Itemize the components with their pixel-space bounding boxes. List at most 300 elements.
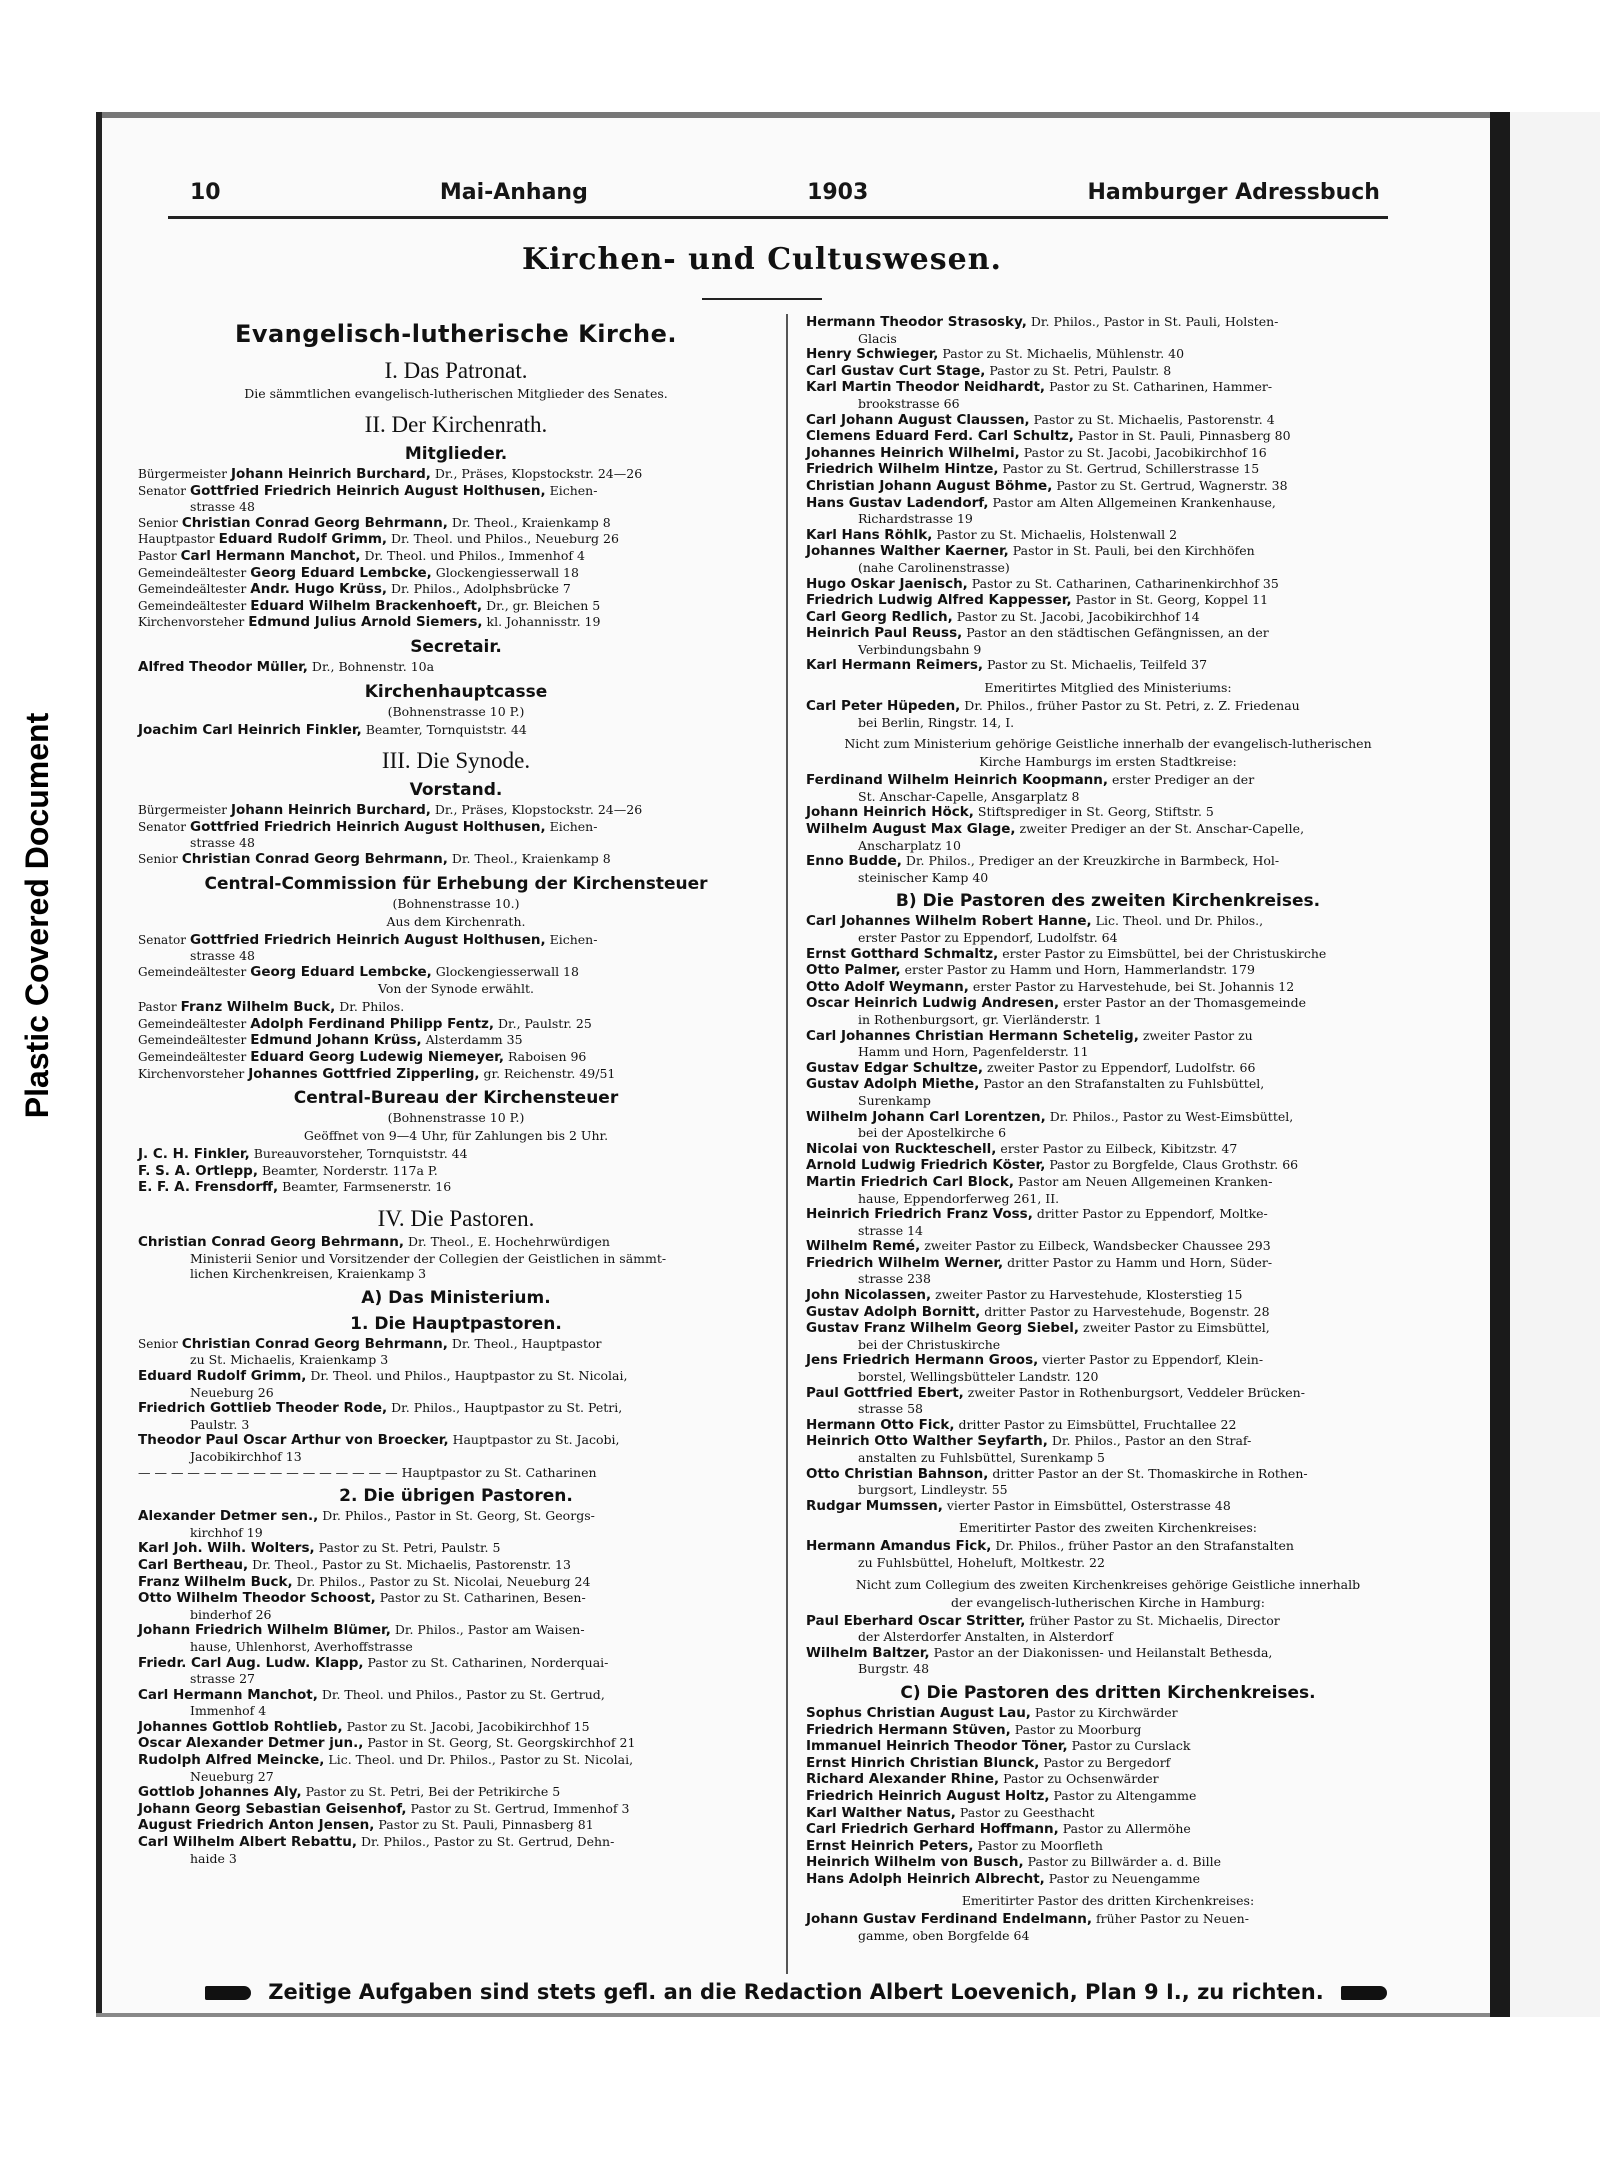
scan-edge-bottom [96,2013,1496,2017]
entry-details: Pastor zu St. Gertrud, Schillerstrasse 15 [1002,461,1260,477]
bureau-address: (Bohnenstrasse 10 P.) [387,1110,525,1126]
entry-name: Heinrich Wilhelm von Busch, [806,1854,1024,1871]
entry-name: Friedr. Carl Aug. Ludw. Klapp, [138,1654,364,1671]
entry-continuation: haide 3 [190,1850,237,1866]
directory-entry [138,565,774,582]
page-number: 10 [190,179,221,205]
entry-continuation: Hamm und Horn, Pagenfelderstr. 11 [858,1044,1089,1060]
entry-continuation: Neueburg 26 [190,1384,274,1400]
entry-name: Eduard Wilhelm Brackenhoeft, [250,597,483,614]
entry-name: Henry Schwieger, [806,346,939,363]
entry-details: gr. Reichenstr. 49/51 [483,1065,616,1081]
entry-details: Pastor zu Curslack [1071,1738,1191,1754]
directory-entry [138,1336,774,1353]
entry-name: Georg Eduard Lembcke, [250,963,432,980]
entry-continuation: Immenhof 4 [190,1703,267,1719]
entry-details: Dr. Theol., Kraienkamp 8 [451,514,611,530]
entry-name: Otto Wilhelm Theodor Schoost, [138,1590,376,1607]
entry-continuation: Verbindungsbahn 9 [858,641,982,657]
directory-entry [806,853,1410,870]
entry-title-prefix: Gemeindeältester [138,598,247,613]
entry-details: Dr. Philos., Prediger an der Kreuzkirche in Barmbeck, Hol- [905,853,1280,869]
patronat-title: I. Das Patronat. [384,358,528,383]
entry-name: Joachim Carl Heinrich Finkler, [138,721,362,738]
entry-name: Enno Budde, [806,853,902,870]
entry-name: Christian Conrad Georg Behrmann, [181,1335,448,1352]
entry-details: vierter Pastor zu Eppendorf, Klein- [1042,1352,1264,1368]
entry-name: Heinrich Friedrich Franz Voss, [806,1206,1033,1223]
directory-entry [138,1817,774,1834]
directory-entry [138,1655,774,1672]
entry-continuation: binderhof 26 [190,1606,272,1622]
entry-name: Ernst Heinrich Peters, [806,1837,974,1854]
directory-entry [138,659,774,676]
directory-entry [138,1622,774,1639]
entry-name: Carl Bertheau, [138,1556,249,1573]
directory-entry [138,1049,774,1066]
entry-details: Dr. Theol. und Philos., Pastor zu St. Gertrud, [321,1686,605,1702]
directory-entry [806,412,1410,429]
entry-continuation: strasse 48 [190,835,255,851]
directory-entry [806,1821,1410,1838]
uebrige-title: 2. Die übrigen Pastoren. [339,1486,573,1507]
entry-continuation: brookstrasse 66 [858,395,960,411]
entry-details: zweiter Pastor in Rothenburgsort, Veddeler Brücken- [967,1384,1305,1400]
entry-name: Eduard Georg Ludewig Niemeyer, [250,1049,504,1066]
entry-name: Rudolph Alfred Meincke, [138,1752,325,1769]
entry-title-prefix: Gemeindeältester [138,964,247,979]
entry-details: Pastor zu St. Michaelis, Teilfeld 37 [986,657,1208,673]
entry-details: Pastor zu St. Gertrud, Wagnerstr. 38 [1056,477,1288,493]
entry-details: Pastor zu St. Catharinen, Norderquai- [367,1654,609,1670]
entry-name: Karl Hermann Reimers, [806,657,983,674]
entry-details: Dr. Theol. und Philos., Immenhof 4 [364,547,585,563]
nicht-note-1: Nicht zum Ministerium gehörige Geistliche innerhalb der evangelisch-lutherischen [844,736,1372,752]
right-column [806,314,1410,1944]
entry-name: Gottfried Friedrich Heinrich August Holthusen, [189,482,546,499]
entry-details: Pastor zu St. Catharinen, Catharinenkirchhof 35 [971,575,1279,591]
b-emeritus-entry [806,1538,1410,1570]
entry-name: Johann Heinrich Burchard, [230,466,431,482]
entry-details: Pastor in St. Pauli, Pinnasberg 80 [1077,428,1291,444]
entry-name: Martin Friedrich Carl Block, [806,1173,1014,1190]
entry-name: Gottfried Friedrich Heinrich August Holthusen, [189,818,546,835]
entry-name: Eduard Rudolf Grimm, [218,531,388,548]
entry-title-prefix: Senior [138,515,178,530]
entry-name: Arnold Ludwig Friedrich Köster, [806,1157,1046,1174]
entry-name: Otto Christian Bahnson, [806,1465,989,1482]
entry-name: Rudgar Mumssen, [806,1497,943,1514]
entry-title-prefix: Senior [138,851,178,866]
entry-details: Eichen- [549,818,598,834]
entry-continuation: hause, Eppendorferweg 261, II. [858,1190,1060,1206]
entry-details: Beamter, Farmsenerstr. 16 [282,1179,452,1195]
entry-continuation: bei der Christuskirche [858,1336,1001,1352]
ministerium-rest-list [806,314,1410,674]
running-head [190,172,1380,212]
entry-details: dritter Pastor zu Harvestehude, Bogenstr. 28 [984,1303,1270,1319]
b-list [806,913,1410,1514]
entry-continuation: Paulstr. 3 [190,1416,250,1432]
directory-entry [138,1719,774,1736]
entry-details: erster Pastor an der Thomasgemeinde [1063,995,1307,1011]
entry-name: Ernst Gotthard Schmaltz, [806,945,999,962]
directory-entry [138,1066,774,1083]
directory-entry [138,1687,774,1704]
directory-entry [138,1368,774,1385]
header-rule [168,216,1388,219]
directory-entry [138,1557,774,1574]
entry-details: Pastor an den Strafanstalten zu Fuhlsbüttel, [983,1076,1265,1092]
directory-entry [138,819,774,836]
entry-name: Nicolai von Ruckteschell, [806,1140,997,1157]
entry-title-prefix: Gemeindeältester [138,1033,247,1048]
entry-name: Clemens Eduard Ferd. Carl Schultz, [806,428,1074,445]
directory-entry [806,698,1410,715]
entry-name: Otto Palmer, [806,962,901,979]
entry-title-prefix: Hauptpastor [138,532,215,547]
entry-details: Pastor zu Moorburg [1014,1721,1142,1737]
entry-name: Alexander Detmer sen., [138,1508,319,1525]
directory-entry [806,804,1410,821]
entry-continuation: (nahe Carolinenstrasse) [858,559,1010,575]
entry-details: Dr. Theol. und Philos., Neueburg 26 [391,531,619,547]
directory-entry [806,1109,1410,1126]
entry-details: Eichen- [549,482,598,498]
synode-title: III. Die Synode. [381,748,531,774]
entry-details: Pastor zu St. Petri, Paulstr. 8 [989,362,1172,378]
commission-address: (Bohnenstrasse 10.) [392,895,520,911]
directory-entry [806,1287,1410,1304]
entry-name: John Nicolassen, [806,1287,932,1304]
entry-name: Richard Alexander Rhine, [806,1771,1000,1788]
entry-name: Christian Conrad Georg Behrmann, [138,1234,405,1251]
entry-name: Ferdinand Wilhelm Heinrich Koopmann, [806,772,1109,789]
nicht-list [806,772,1410,885]
entry-name: Karl Martin Theodor Neidhardt, [806,379,1046,396]
entry-details: Hauptpastor zu St. Jacobi, [452,1432,620,1448]
entry-details: Pastor zu St. Michaelis, Pastorenstr. 4 [1033,411,1275,427]
directory-entry [806,1433,1410,1450]
entry-details: Alsterdamm 35 [425,1032,523,1048]
directory-entry [138,1163,774,1180]
column-divider [786,314,788,1974]
entry-details: Dr. Theol., Hauptpastor [451,1335,602,1351]
entry-name: Paul Gottfried Ebert, [806,1384,964,1401]
entry-details: Dr. Theol., E. Hochehrwürdigen [408,1234,610,1250]
directory-entry [806,1238,1410,1255]
entry-continuation: erster Pastor zu Eppendorf, Ludolfstr. 64 [858,930,1118,945]
directory-entry [138,1834,774,1851]
hauptpastoren-list [138,1336,774,1465]
bureau-title: Central-Bureau der Kirchensteuer [293,1088,619,1109]
entry-continuation: strasse 27 [190,1671,255,1687]
entry-name: Edmund Johann Krüss, [250,1032,422,1049]
secretair-entry [138,659,774,676]
directory-entry [806,1028,1410,1045]
entry-name: Christian Johann August Böhme, [806,477,1053,494]
directory-entry [806,461,1410,478]
title-rule [702,298,822,300]
directory-entry [138,851,774,868]
directory-entry [806,1320,1410,1337]
directory-entry [806,1871,1410,1888]
entry-name: Gottlob Johannes Aly, [138,1784,302,1801]
entry-name: Carl Wilhelm Albert Rebattu, [138,1834,357,1851]
vorstand-title: Vorstand. [409,780,503,801]
entry-title-prefix: Senator [138,483,186,498]
entry-details: Pastor am Neuen Allgemeinen Kranken- [1017,1173,1273,1189]
directory-entry [806,527,1410,544]
entry-title-prefix: Gemeindeältester [138,1016,247,1031]
directory-entry [806,478,1410,495]
footer-notice [102,1980,1490,2004]
directory-entry [806,625,1410,642]
directory-entry [138,614,774,631]
commission-title: Central-Commission für Erhebung der Kirchensteuer [204,873,708,894]
left-column [138,314,774,1866]
entry-name: E. F. A. Frensdorff, [138,1179,279,1196]
entry-details: Dr. Theol., Pastor zu St. Michaelis, Pastorenstr. 13 [252,1556,571,1572]
entry-details: Pastor zu Altengamme [1053,1787,1197,1803]
entry-details: Dr. Theol., Kraienkamp 8 [451,850,611,866]
entry-details: Stiftsprediger in St. Georg, Stiftstr. 5 [977,804,1214,820]
directory-entry [138,1400,774,1417]
directory-entry [138,1016,774,1033]
commission-subtitle-synode: Von der Synode erwählt. [378,981,534,997]
entry-name: Wilhelm Remé, [806,1238,921,1255]
entry-name: Immanuel Heinrich Theodor Töner, [806,1738,1068,1755]
scan-edge-right [1490,112,1510,2017]
entry-name: Sophus Christian August Lau, [806,1704,1031,1721]
mitglieder-title: Mitglieder. [404,444,508,464]
directory-entry [806,1755,1410,1772]
kasse-entry [138,722,774,739]
page-title: Kirchen- und Cultuswesen. [522,242,1002,277]
entry-name: Johann Heinrich Höck, [806,804,974,821]
entry-continuation: Ministerii Senior und Vorsitzender der Collegien der Geistlichen in sämmt- [190,1250,667,1266]
entry-title-prefix: Gemeindeältester [138,565,247,580]
directory-entry [138,1752,774,1769]
b-emeritus-note: Emeritirter Pastor des zweiten Kirchenkreises: [958,1520,1258,1536]
entry-name: Andr. Hugo Krüss, [250,581,388,598]
b-title: B) Die Pastoren des zweiten Kirchenkreises. [895,891,1321,912]
entry-name: F. S. A. Ortlepp, [138,1162,258,1179]
entry-name: Carl Gustav Curt Stage, [806,362,986,379]
directory-entry [806,1141,1410,1158]
directory-entry [806,1157,1410,1174]
entry-details: Pastor zu St. Gertrud, Immenhof 3 [410,1800,630,1816]
entry-details: Dr. Philos., Pastor an den Straf- [1051,1433,1252,1449]
entry-continuation: Neueburg 27 [190,1768,274,1784]
directory-entry [806,1352,1410,1369]
pointing-hand-icon [205,1986,251,2000]
entry-name: Oscar Alexander Detmer jun., [138,1735,364,1752]
entry-details: zweiter Pastor zu Eppendorf, Ludolfstr. 66 [986,1059,1256,1075]
entry-details: Pastor zu Bergedorf [1043,1754,1171,1770]
entry-name: Wilhelm Baltzer, [806,1644,930,1661]
directory-entry [806,1060,1410,1077]
entry-name: Hermann Otto Fick, [806,1416,955,1433]
entry-details: zweiter Pastor zu [1142,1027,1253,1043]
entry-continuation: strasse 238 [858,1271,931,1287]
entry-details: Dr. Philos., früher Pastor an den Strafanstalten [995,1538,1294,1554]
entry-details: Pastor zu Billwärder a. d. Bille [1027,1854,1222,1870]
directory-entry [138,581,774,598]
directory-entry [138,1590,774,1607]
entry-details: Bureauvorsteher, Tornquiststr. 44 [253,1146,468,1162]
entry-details: Pastor am Alten Allgemeinen Krankenhause, [992,494,1276,510]
directory-entry [806,1738,1410,1755]
entry-details: zweiter Prediger an der St. Anschar-Capelle, [1019,821,1305,837]
entry-name: Eduard Rudolf Grimm, [138,1368,307,1384]
directory-entry [806,1417,1410,1434]
directory-entry [138,722,774,739]
directory-entry [138,1032,774,1049]
entry-details: Pastor zu St. Petri, Paulstr. 5 [318,1540,501,1556]
entry-name: Christian Conrad Georg Behrmann, [181,514,448,531]
entry-details: Dr. Philos. [339,999,405,1015]
entry-name: Carl Peter Hüpeden, [806,698,961,715]
entry-name: Johannes Gottfried Zipperling, [248,1065,480,1082]
entry-details: dritter Pastor zu Eimsbüttel, Fruchtallee 22 [958,1416,1237,1432]
church-title: Evangelisch-lutherische Kirche. [234,320,678,348]
entry-name: Johann Gustav Ferdinand Endelmann, [806,1911,1093,1928]
entry-continuation: steinischer Kamp 40 [858,869,989,885]
directory-entry [806,657,1410,674]
entry-details: Glockengiesserwall 18 [435,963,579,979]
vacant-line: — — — — — — — — — — — — — — — — Hauptpastor zu St. Catharinen [138,1464,597,1480]
entry-name: Friedrich Wilhelm Werner, [806,1254,1004,1271]
directory-entry [806,543,1410,560]
entry-name: Friedrich Wilhelm Hintze, [806,461,999,478]
entry-name: Paul Eberhard Oscar Stritter, [806,1612,1026,1629]
directory-entry [806,1805,1410,1822]
entry-continuation: Anscharplatz 10 [858,837,961,853]
entry-continuation: kirchhof 19 [190,1524,263,1540]
entry-name: Georg Eduard Lembcke, [250,564,432,581]
entry-details: Pastor zu St. Jacobi, Jacobikirchhof 15 [346,1718,590,1734]
entry-name: Carl Johannes Wilhelm Robert Hanne, [806,913,1092,930]
entry-name: Carl Friedrich Gerhard Hoffmann, [806,1821,1059,1838]
entry-continuation: bei der Apostelkirche 6 [858,1125,1007,1141]
entry-details: Dr. Philos., Pastor zu St. Gertrud, Dehn- [360,1834,615,1850]
directory-entry [806,363,1410,380]
directory-entry [138,999,774,1016]
directory-entry [138,1146,774,1163]
entry-name: Hans Gustav Ladendorf, [806,494,989,511]
entry-continuation: zu St. Michaelis, Kraienkamp 3 [190,1352,389,1368]
entry-details: Pastor zu St. Michaelis, Mühlenstr. 40 [942,346,1185,362]
directory-entry [806,1645,1410,1662]
entry-details: Pastor zu Allermöhe [1062,1821,1191,1837]
footer-text: Zeitige Aufgaben sind stets gefl. an die Redaction Albert Loevenich, Plan 9 I., zu richten. [268,1980,1324,2004]
kasse-address: (Bohnenstrasse 10 P.) [387,703,525,719]
directory-entry [806,1255,1410,1272]
entry-details: Pastor zu Geesthacht [959,1804,1095,1820]
directory-entry [806,1206,1410,1223]
directory-entry [138,1574,774,1591]
entry-details: Pastor zu Kirchwärder [1034,1704,1178,1720]
entry-title-prefix: Bürgermeister [138,467,227,481]
directory-entry [138,1179,774,1196]
entry-name: Heinrich Otto Walther Seyfarth, [806,1433,1048,1450]
entry-name: Johann Heinrich Burchard, [230,802,431,819]
entry-details: kl. Johannisstr. 19 [486,614,601,630]
entry-name: J. C. H. Finkler, [138,1146,250,1163]
directory-entry [806,1705,1410,1722]
vorstand-list [138,802,774,867]
entry-details: Dr., Präses, Klopstockstr. 24—26 [434,466,643,481]
entry-details: Raboisen 96 [507,1049,587,1065]
entry-details: Dr., Paulstr. 25 [498,1015,592,1031]
entry-details: Pastor zu Neuengamme [1048,1870,1200,1886]
entry-name: Ernst Hinrich Christian Blunck, [806,1754,1040,1771]
entry-details: Lic. Theol. und Dr. Philos., [1095,913,1264,929]
directory-entry [806,592,1410,609]
entry-continuation: Glacis [858,330,897,346]
entry-name: Edmund Julius Arnold Siemers, [248,614,483,631]
entry-details: Pastor zu St. Jacobi, Jacobikirchhof 16 [1023,444,1267,460]
entry-continuation: zu Fuhlsbüttel, Hoheluft, Moltkestr. 22 [858,1554,1105,1570]
directory-entry [138,548,774,565]
directory-entry [138,1234,774,1251]
entry-name: August Friedrich Anton Jensen, [138,1817,375,1834]
entry-name: Friedrich Heinrich August Holtz, [806,1787,1050,1804]
entry-name: Hermann Theodor Strasosky, [806,314,1027,330]
directory-entry [806,495,1410,512]
entry-name: Johann Friedrich Wilhelm Blümer, [138,1622,391,1639]
entry-name: Gustav Adolph Bornitt, [806,1303,981,1320]
directory-entry [138,1540,774,1557]
directory-entry [806,946,1410,963]
kasse-title: Kirchenhauptcasse [364,681,548,702]
entry-details: erster Pastor zu Eimsbüttel, bei der Christuskirche [1002,945,1327,961]
sidebar-label-text: Plastic Covered Document [19,712,56,1118]
b-nicht-note-1: Nicht zum Collegium des zweiten Kirchenkreises gehörige Geistliche innerhalb [855,1576,1361,1592]
directory-entry [806,995,1410,1012]
entry-name: Friedrich Hermann Stüven, [806,1721,1011,1738]
c-emeritus-entry [806,1911,1410,1943]
entry-name: Hugo Oskar Jaenisch, [806,575,968,592]
entry-title-prefix: Senator [138,819,186,834]
entry-details: Dr., gr. Bleichen 5 [486,597,601,613]
entry-name: Johannes Walther Kaerner, [806,543,1009,560]
entry-name: Carl Georg Redlich, [806,608,953,625]
entry-details: erster Pastor zu Hamm und Horn, Hammerlandstr. 179 [904,962,1255,978]
directory-entry [138,483,774,500]
entry-name: Alfred Theodor Müller, [138,658,308,675]
entry-name: Friedrich Ludwig Alfred Kappesser, [806,592,1072,609]
directory-entry [806,1911,1410,1928]
entry-name: Gustav Edgar Schultze, [806,1059,983,1076]
directory-entry [806,1385,1410,1402]
directory-entry [138,964,774,981]
bureau-hours: Geöffnet von 9—4 Uhr, für Zahlungen bis 2 Uhr. [303,1128,609,1144]
entry-continuation: Jacobikirchhof 13 [190,1448,302,1464]
entry-name: Heinrich Paul Reuss, [806,625,963,642]
entry-name: Adolph Ferdinand Philipp Fentz, [250,1015,495,1032]
entry-title-prefix: Pastor [138,548,177,563]
entry-name: Johann Georg Sebastian Geisenhof, [138,1800,407,1817]
entry-continuation: strasse 14 [858,1222,923,1238]
directory-entry [138,802,774,819]
entry-details: Pastor zu St. Michaelis, Holstenwall 2 [936,526,1178,542]
entry-details: früher Pastor zu St. Michaelis, Director [1029,1612,1280,1628]
year: 1903 [807,179,869,205]
entry-continuation: bei Berlin, Ringstr. 14, I. [858,714,1015,730]
entry-continuation: der Alsterdorfer Anstalten, in Alsterdorf [858,1629,1114,1645]
